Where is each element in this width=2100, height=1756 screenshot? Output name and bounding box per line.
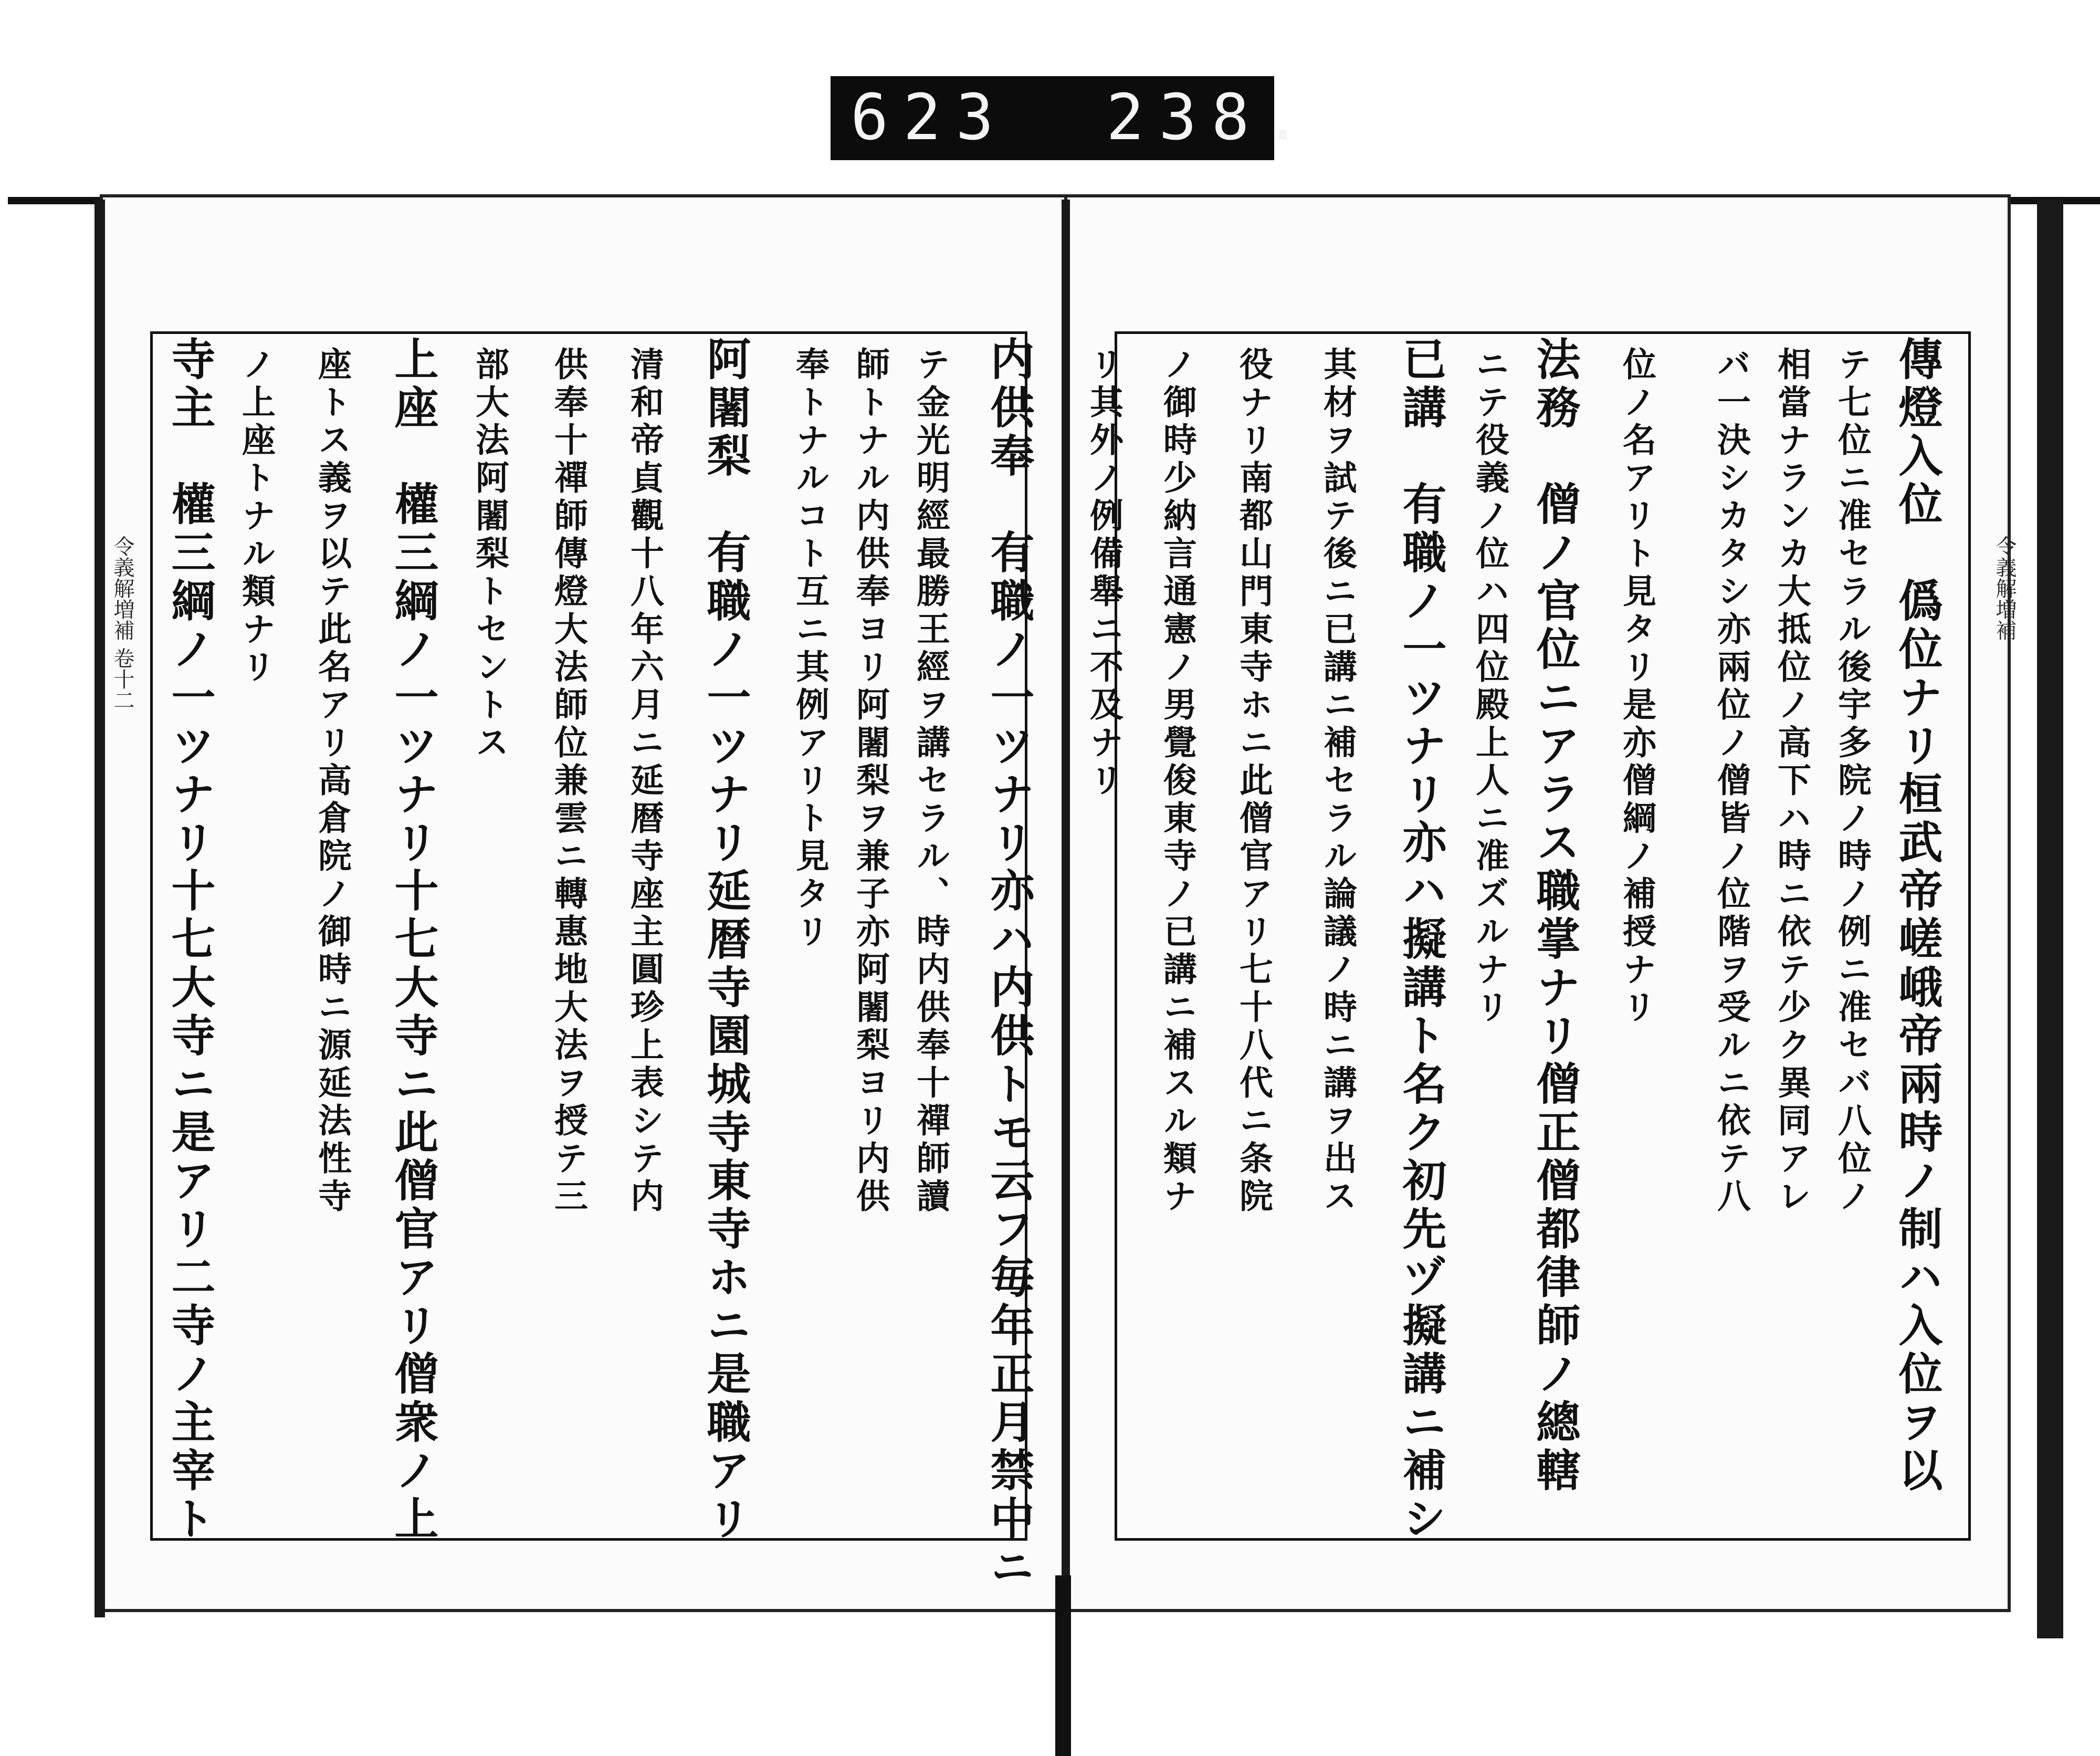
left-book-edge <box>94 200 105 1617</box>
left-col-2: テ金光明經最勝王經ヲ講セラル、時内供奉十禪師讀 <box>911 347 950 1216</box>
left-col-7: 供奉十禪師傳燈大法師位兼雲ニ轉惠地大法ヲ授テ三 <box>549 347 588 1216</box>
left-col-9: 上座 權三綱ノ一ツナリ十七大寺ニ此僧官アリ僧衆ノ上 <box>387 336 439 1544</box>
right-edge-side-label: 令義解増補 <box>1992 536 2017 641</box>
right-col-9: 其材ヲ試テ後ニ已講ニ補セラル論議ノ時ニ講ヲ出ス <box>1318 347 1357 1216</box>
right-col-11: ノ御時少納言通憲ノ男覺俊東寺ノ已講ニ補スル類ナ <box>1158 347 1197 1216</box>
left-col-12: 寺主 權三綱ノ一ツナリ十七大寺ニ是アリ二寺ノ主宰ト <box>164 336 216 1544</box>
right-col-5: 位ノ名アリト見タリ是亦僧綱ノ補授ナリ <box>1617 347 1656 1027</box>
left-col-8: 部大法阿闍梨トセントス <box>470 347 509 762</box>
right-col-12: リ其外ノ例備舉ニ不及ナリ <box>1084 347 1124 800</box>
right-book-edge <box>2037 200 2063 1638</box>
left-col-1: 内供奉 有職ノ一ツナリ亦ハ内供トモ云フ毎年正月禁中ニ <box>983 336 1035 1592</box>
center-binding <box>1062 200 1070 1617</box>
frame-number-label <box>831 76 1317 160</box>
frame-number-left: 623 <box>850 81 1009 154</box>
right-col-3: 相當ナランカ大抵位ノ高下ハ時ニ依テ少ク異同アレ <box>1772 347 1811 1216</box>
left-edge-side-label: 令義解増補 卷十二 <box>110 536 134 710</box>
left-col-11: ノ上座トナル類ナリ <box>236 347 276 687</box>
right-col-4: バ一決シカタシ亦兩位ノ僧皆ノ位階ヲ受ルニ依テ八 <box>1712 347 1751 1216</box>
right-col-1: 傳燈入位 僞位ナリ桓武帝嵯峨帝兩時ノ制ハ入位ヲ以 <box>1892 336 1944 1496</box>
right-col-6: 法務 僧ノ官位ニアラス職掌ナリ僧正僧都律師ノ總轄 <box>1529 336 1581 1496</box>
right-col-8: 已講 有職ノ一ツナリ亦ハ擬講ト名ク初先ヅ擬講ニ補シ <box>1395 336 1447 1544</box>
left-col-6: 清和帝貞觀十八年六月ニ延暦寺座主圓珍上表シテ内 <box>625 347 664 1216</box>
left-col-4: 奉トナルコト互ニ其例アリト見タリ <box>790 347 830 952</box>
left-page-text-frame <box>150 331 1027 1541</box>
right-col-10: 役ナリ南都山門東寺ホニ此僧官アリ七十八代ニ条院 <box>1234 347 1273 1216</box>
frame-number-right: 238. <box>1106 81 1317 154</box>
bottom-gutter-shadow <box>1055 1575 1071 1756</box>
right-col-2: テ七位ニ准セラル後宇多院ノ時ノ例ニ准セバ八位ノ <box>1832 347 1872 1216</box>
right-col-7: ニテ役義ノ位ハ四位殿上人ニ准ズルナリ <box>1470 347 1509 1027</box>
left-col-10: 座トス義ヲ以テ此名アリ高倉院ノ御時ニ源延法性寺 <box>312 347 352 1216</box>
left-col-3: 師トナル内供奉ヨリ阿闍梨ヲ兼子亦阿闍梨ヨリ内供 <box>850 347 890 1216</box>
left-col-5: 阿闍梨 有職ノ一ツナリ延暦寺園城寺東寺ホニ是職アリ <box>700 336 752 1544</box>
